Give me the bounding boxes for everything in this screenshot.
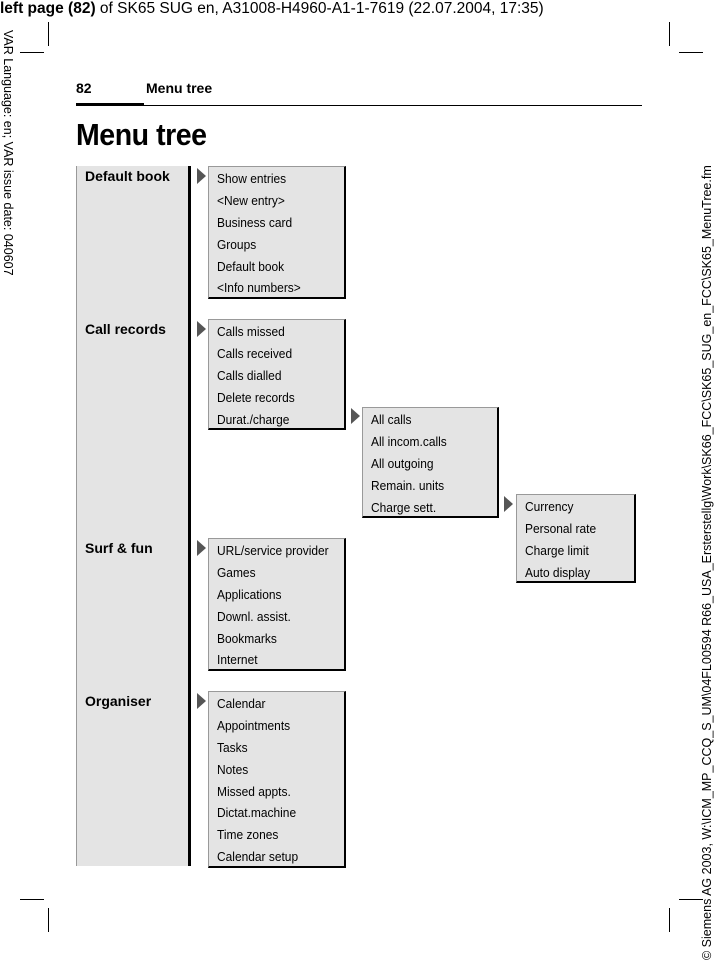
menu-item: Default book [217, 258, 285, 274]
page-number: 82 [76, 80, 92, 96]
submenu-call-records [208, 319, 346, 430]
menu-item: All calls [371, 412, 412, 427]
crop-mark [48, 22, 49, 46]
print-header-info: of SK65 SUG en, A31008-H4960-A1-1-7619 (22.07.2004, 17:35) [95, 0, 544, 17]
arrow-right-icon [197, 693, 206, 709]
main-menu-organiser: Organiser [85, 693, 152, 709]
menu-item: Calls dialled [217, 367, 282, 383]
crop-mark [48, 908, 49, 932]
menu-item: Delete records [217, 389, 295, 405]
crop-mark [20, 52, 44, 53]
crop-mark [669, 22, 670, 46]
menu-item: Calls missed [217, 324, 285, 339]
menu-item: Games [217, 564, 256, 580]
menu-item: Personal rate [525, 520, 597, 536]
menu-item: URL/service provider [217, 543, 329, 558]
submenu-surf-fun [208, 538, 346, 671]
menu-item: Auto display [525, 564, 591, 580]
menu-item: Tasks [217, 739, 248, 755]
crop-mark [669, 908, 670, 932]
menu-item: Notes [217, 761, 249, 777]
menu-item: Time zones [217, 827, 279, 843]
menu-item: Show entries [217, 171, 287, 186]
menu-item: Calendar [217, 696, 266, 711]
submenu-default-book [208, 166, 346, 299]
side-text-left-label: VAR Language: en; VAR issue date: 040607 [1, 30, 15, 276]
menu-item: Remain. units [371, 477, 445, 493]
submenu-organiser [208, 691, 346, 868]
menu-item: Currency [525, 499, 574, 514]
main-menu-surf-fun: Surf & fun [85, 540, 153, 556]
side-text-left [0, 30, 18, 330]
arrow-right-icon [197, 168, 206, 184]
page-title: Menu tree [76, 117, 207, 152]
menu-item: Applications [217, 586, 282, 602]
menu-item: Calendar setup [217, 849, 299, 865]
main-menu-panel [76, 166, 191, 866]
menu-item: Bookmarks [217, 630, 277, 646]
main-menu-call-records: Call records [85, 321, 166, 337]
running-head-title: Menu tree [146, 80, 213, 96]
menu-item: Calls received [217, 345, 293, 361]
menu-item: Missed appts. [217, 783, 291, 799]
menu-item: Appointments [217, 717, 291, 733]
side-text-right-label: © Siemens AG 2003, W:\ICM_MP_CCQ_S_UM\04FL00594 R66_USA_Ersterstellg\Work\SK66_FCC\SK65_SUG_en_FCC\SK65_MenuTree.fm [700, 165, 714, 960]
print-header [0, 0, 544, 18]
menu-item: Internet [217, 652, 258, 668]
side-text-right [697, 95, 715, 960]
arrow-right-icon [197, 540, 206, 556]
header-rule [76, 105, 642, 106]
print-header-page: left page (82) [0, 0, 96, 17]
arrow-right-icon [351, 408, 360, 424]
menu-item: Durat./charge [217, 411, 290, 427]
menu-item: Charge limit [525, 542, 589, 558]
main-menu-default-book: Default book [85, 168, 170, 184]
arrow-right-icon [504, 496, 513, 512]
arrow-right-icon [197, 321, 206, 337]
submenu-charge-sett [516, 494, 636, 583]
menu-item: <New entry> [217, 192, 285, 208]
menu-item: Downl. assist. [217, 608, 291, 624]
submenu-durat-charge [362, 407, 499, 518]
crop-mark [20, 899, 44, 900]
menu-item: Charge sett. [371, 499, 437, 515]
menu-item: <Info numbers> [217, 280, 301, 296]
menu-item: All incom.calls [371, 433, 447, 449]
menu-item: Dictat.machine [217, 805, 297, 821]
menu-item: Business card [217, 214, 293, 230]
menu-item: All outgoing [371, 455, 434, 471]
crop-mark [679, 52, 703, 53]
menu-item: Groups [217, 236, 257, 252]
